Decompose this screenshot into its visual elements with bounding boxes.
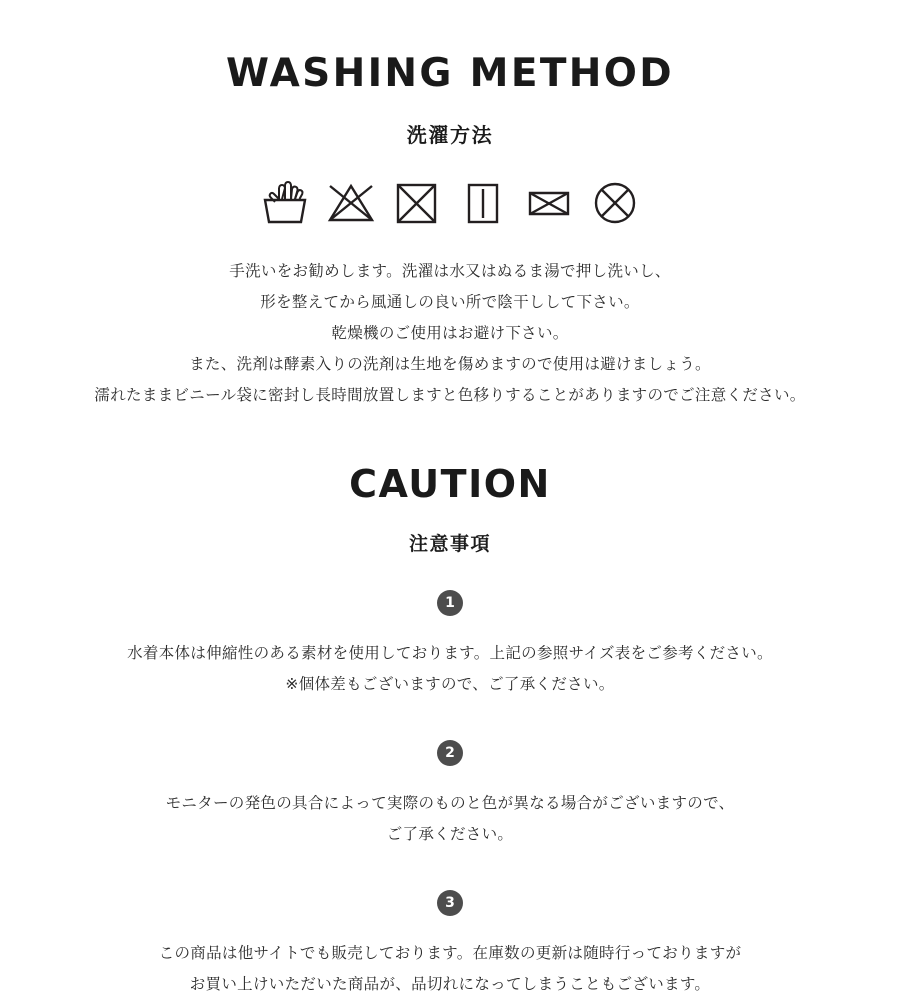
caution-item-1: [0, 590, 900, 700]
caution-title-en: CAUTION: [349, 462, 551, 507]
caution-line: お買い上けいただいた商品が、品切れになってしまうこともございます。: [189, 974, 711, 993]
washing-line: また、洗剤は酵素入りの洗剤は生地を傷めますので使用は避けましょう。: [189, 355, 711, 374]
washing-line: 形を整えてから風通しの良い所で陰干しして下さい。: [260, 293, 640, 312]
status-badge: 3: [437, 890, 463, 916]
washing-line: 乾燥機のご使用はお避け下さい。: [331, 324, 569, 343]
washing-line: 手洗いをお勧めします。洗濯は水又はぬるま湯で押し洗いし、: [229, 262, 671, 281]
washing-line: 濡れたままビニール袋に密封し長時間放置しますと色移りすることがありますのでご注意ください。: [94, 386, 806, 405]
status-badge: 1: [437, 590, 463, 616]
no-tumble-dry-icon: [390, 176, 444, 230]
drip-dry-icon: [456, 176, 510, 230]
washing-method-body: [0, 256, 900, 411]
hand-wash-icon: [258, 176, 312, 230]
caution-title-jp: 注意事項: [408, 532, 492, 555]
caution-line: ご了承ください。: [386, 824, 514, 843]
no-dry-clean-icon: [588, 176, 642, 230]
care-instructions-page: [0, 26, 900, 993]
caution-section: [0, 462, 900, 999]
caution-item-3-body: [0, 938, 900, 1000]
caution-item-1-body: [0, 638, 900, 700]
caution-item-2-body: [0, 788, 900, 850]
caution-item-3: [0, 890, 900, 1000]
no-iron-icon: [522, 176, 576, 230]
care-symbols-row: [0, 176, 900, 230]
washing-method-title-jp: 洗濯方法: [406, 123, 494, 148]
caution-line: ※個体差もございますので、ご了承ください。: [285, 674, 615, 693]
caution-line: モニターの発色の具合によって実際のものと色が異なる場合がございますので、: [165, 793, 735, 812]
no-bleach-icon: [324, 176, 378, 230]
washing-method-section: [0, 26, 900, 411]
caution-line: この商品は他サイトでも販売しております。在庫数の更新は随時行っておりますが: [158, 943, 742, 962]
caution-line: 水着本体は伸縮性のある素材を使用しております。上記の参照サイズ表をご参考ください。: [127, 643, 773, 662]
caution-item-2: [0, 740, 900, 850]
washing-method-title-en: WASHING METHOD: [226, 51, 674, 97]
status-badge: 2: [437, 740, 463, 766]
